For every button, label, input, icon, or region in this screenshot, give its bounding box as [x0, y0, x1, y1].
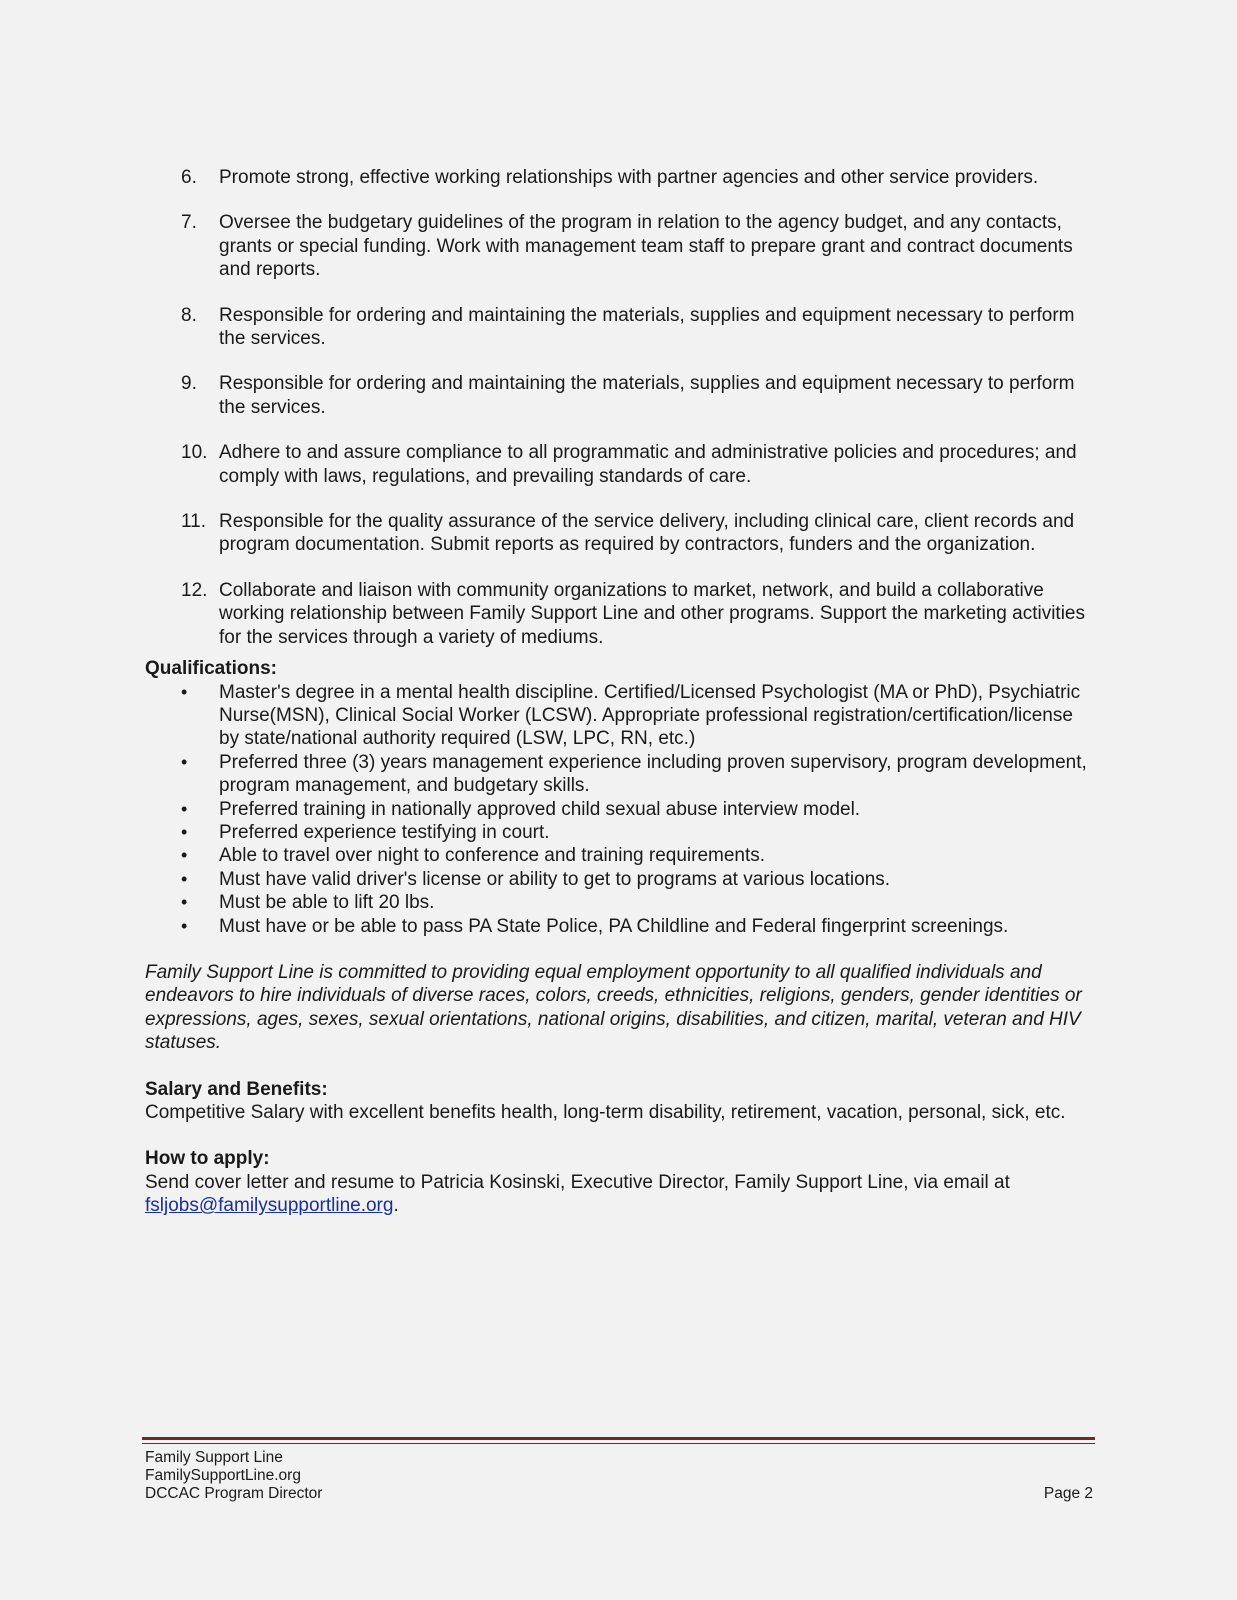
list-item [145, 821, 1095, 844]
item-text: Adhere to and assure compliance to all programmatic and administrative policies and procedures; and comply with laws, regulations, and prevailing standards of care. [219, 442, 1077, 487]
item-text: Preferred three (3) years management experience including proven supervisory, program development, program management, and budgetary skills. [219, 751, 1087, 797]
salary-heading: Salary and Benefits: [145, 1078, 328, 1100]
item-text: Promote strong, effective working relationships with partner agencies and other service providers. [219, 167, 1039, 188]
item-number: 9. [181, 373, 197, 395]
item-text: Able to travel over night to conference and training requirements. [219, 845, 766, 867]
list-item [145, 304, 1095, 351]
list-item [145, 915, 1095, 938]
bullet-icon: • [181, 681, 188, 702]
list-item [145, 510, 1095, 557]
item-text: Must have valid driver's license or ability to get to programs at various locations. [219, 868, 891, 890]
qualifications-heading: Qualifications: [145, 658, 277, 680]
document-body [145, 166, 1095, 1218]
item-text: Responsible for ordering and maintaining the materials, supplies and equipment necessary to perform the services. [219, 373, 1075, 418]
page-number: Page 2 [1043, 1485, 1093, 1502]
list-item [145, 579, 1095, 649]
list-item [145, 211, 1095, 281]
bullet-icon: • [181, 845, 188, 866]
footer-doc-title: DCCAC Program Director [145, 1485, 323, 1502]
item-text: Collaborate and liaison with community organizations to market, network, and build a collaborative working relationship between Family Support Line and other programs. Support the marketing activities for the services through a variety of mediums. [219, 579, 1086, 648]
footer-org: Family Support Line [145, 1449, 283, 1466]
bullet-icon: • [181, 892, 188, 913]
list-item [145, 751, 1095, 798]
item-number: 6. [181, 167, 197, 188]
list-item [145, 844, 1095, 867]
list-item [145, 372, 1095, 419]
apply-paragraph [145, 1171, 1095, 1218]
responsibilities-list [145, 166, 1095, 649]
list-item [145, 891, 1095, 914]
apply-text: Send cover letter and resume to Patricia Kosinski, Executive Director, Family Support Line, via email at [145, 1171, 1010, 1193]
apply-heading: How to apply: [145, 1148, 270, 1170]
footer-divider [142, 1437, 1095, 1444]
item-text: Master's degree in a mental health discipline. Certified/Licensed Psychologist (MA or PhD), Psychiatric Nurse(MSN), Clinical Social Worker (LCSW). Appropriate professional registration/certification/license by state/national authority required (LSW, LPC, RN, etc.) [219, 681, 1081, 750]
item-number: 7. [181, 212, 197, 234]
list-item [145, 681, 1095, 751]
list-item [145, 798, 1095, 821]
apply-section [145, 1147, 1095, 1217]
list-item [145, 868, 1095, 891]
apply-end-punct: . [393, 1195, 399, 1217]
item-text: Must have or be able to pass PA State Police, PA Childline and Federal fingerprint screenings. [219, 915, 1009, 937]
item-number: 10. [181, 442, 208, 464]
item-text: Must be able to lift 20 lbs. [219, 892, 435, 914]
bullet-icon: • [181, 798, 188, 819]
email-link[interactable]: fsljobs@familysupportline.org [145, 1195, 394, 1217]
page-footer [145, 1449, 1093, 1503]
item-text: Responsible for the quality assurance of the service delivery, including clinical care, client records and program documentation. Submit reports as required by contractors, funders and the organization. [219, 511, 1075, 556]
bullet-icon: • [181, 868, 188, 889]
bullet-icon: • [181, 821, 188, 842]
salary-section [145, 1078, 1095, 1125]
footer-website: FamilySupportLine.org [145, 1467, 301, 1484]
item-text: Oversee the budgetary guidelines of the program in relation to the agency budget, and any contacts, grants or special funding. Work with management team staff to prepare grant and contract documents and reports. [219, 212, 1073, 281]
item-number: 12. [181, 579, 208, 601]
item-number: 8. [181, 304, 197, 326]
bullet-icon: • [181, 751, 188, 772]
bullet-icon: • [181, 915, 188, 936]
item-text: Preferred training in nationally approved child sexual abuse interview model. [219, 798, 861, 820]
qualifications-list [145, 681, 1095, 938]
eeo-statement: Family Support Line is committed to providing equal employment opportunity to all qualified individuals and endeavors to hire individuals of diverse races, colors, creeds, ethnicities, religions, genders, gender identities or expressions, ages, sexes, sexual orientations, national origins, disabilities, and citizen, marital, veteran and HIV statuses. [145, 961, 1082, 1054]
item-text: Preferred experience testifying in court. [219, 821, 550, 843]
list-item [145, 166, 1095, 189]
list-item [145, 441, 1095, 488]
item-number: 11. [181, 511, 207, 533]
salary-text: Competitive Salary with excellent benefits health, long-term disability, retirement, vacation, personal, sick, etc. [145, 1102, 1066, 1123]
item-text: Responsible for ordering and maintaining the materials, supplies and equipment necessary to perform the services. [219, 304, 1075, 350]
